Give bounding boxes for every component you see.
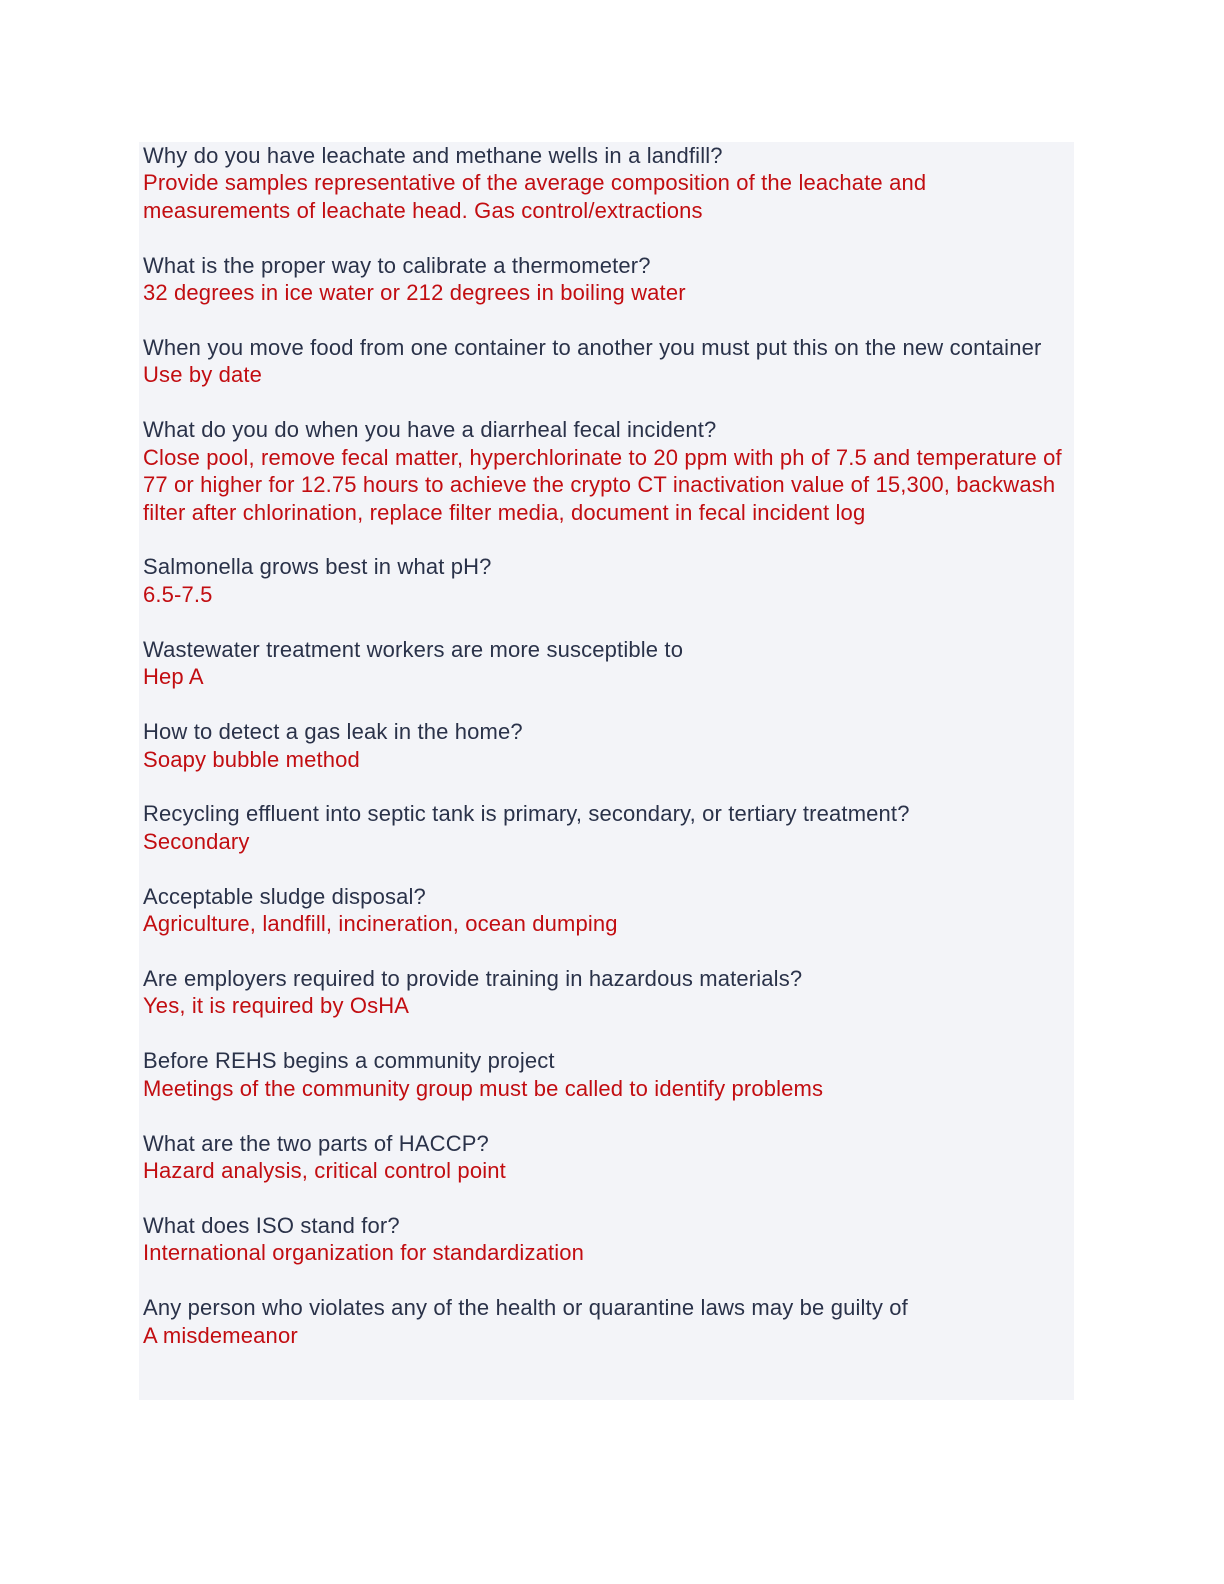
qa-item <box>143 718 1063 773</box>
answer-text: Agriculture, landfill, incineration, ocean dumping <box>143 911 618 937</box>
question-text: What are the two parts of HACCP? <box>143 1130 489 1156</box>
qa-item <box>143 883 1063 938</box>
qa-item <box>143 636 1063 691</box>
qa-item <box>143 1130 1063 1185</box>
question-text: Are employers required to provide training in hazardous materials? <box>143 966 803 992</box>
qa-item <box>143 553 1063 608</box>
answer-text: Provide samples representative of the average composition of the leachate and measurements of leachate head. Gas control/extractions <box>143 170 927 223</box>
qa-list <box>143 142 1063 1377</box>
answer-text: 32 degrees in ice water or 212 degrees in boiling water <box>143 280 686 306</box>
qa-item <box>143 1047 1063 1102</box>
answer-text: Use by date <box>143 362 263 388</box>
answer-text: Close pool, remove fecal matter, hyperchlorinate to 20 ppm with ph of 7.5 and temperature of 77 or higher for 12.75 hours to achieve the crypto CT inactivation value of 15,300, backwash filter after chlorination, replace filter media, document in fecal incident log <box>143 444 1062 525</box>
answer-text: Secondary <box>143 828 250 854</box>
qa-item <box>143 252 1063 307</box>
question-text: Wastewater treatment workers are more susceptible to <box>143 636 684 662</box>
question-text: Salmonella grows best in what pH? <box>143 554 492 580</box>
answer-text: Meetings of the community group must be called to identify problems <box>143 1075 824 1101</box>
question-text: What is the proper way to calibrate a thermometer? <box>143 252 651 278</box>
answer-text: 6.5-7.5 <box>143 581 213 607</box>
question-text: Acceptable sludge disposal? <box>143 883 426 909</box>
qa-item <box>143 416 1063 526</box>
answer-text: Hep A <box>143 664 204 690</box>
question-text: How to detect a gas leak in the home? <box>143 719 523 745</box>
qa-item <box>143 800 1063 855</box>
question-text: Before REHS begins a community project <box>143 1048 555 1074</box>
answer-text: International organization for standardization <box>143 1240 585 1266</box>
qa-item <box>143 1212 1063 1267</box>
question-text: Any person who violates any of the health or quarantine laws may be guilty of <box>143 1295 908 1321</box>
question-text: When you move food from one container to another you must put this on the new container <box>143 335 1042 361</box>
qa-item <box>143 1294 1063 1349</box>
qa-item <box>143 334 1063 389</box>
qa-item <box>143 142 1063 224</box>
answer-text: Hazard analysis, critical control point <box>143 1158 506 1184</box>
question-text: Why do you have leachate and methane wells in a landfill? <box>143 143 723 168</box>
question-text: Recycling effluent into septic tank is primary, secondary, or tertiary treatment? <box>143 801 910 827</box>
answer-text: Yes, it is required by OsHA <box>143 993 410 1019</box>
qa-item <box>143 965 1063 1020</box>
question-text: What does ISO stand for? <box>143 1212 400 1238</box>
answer-text: A misdemeanor <box>143 1322 298 1348</box>
question-text: What do you do when you have a diarrheal fecal incident? <box>143 417 717 443</box>
answer-text: Soapy bubble method <box>143 746 360 772</box>
